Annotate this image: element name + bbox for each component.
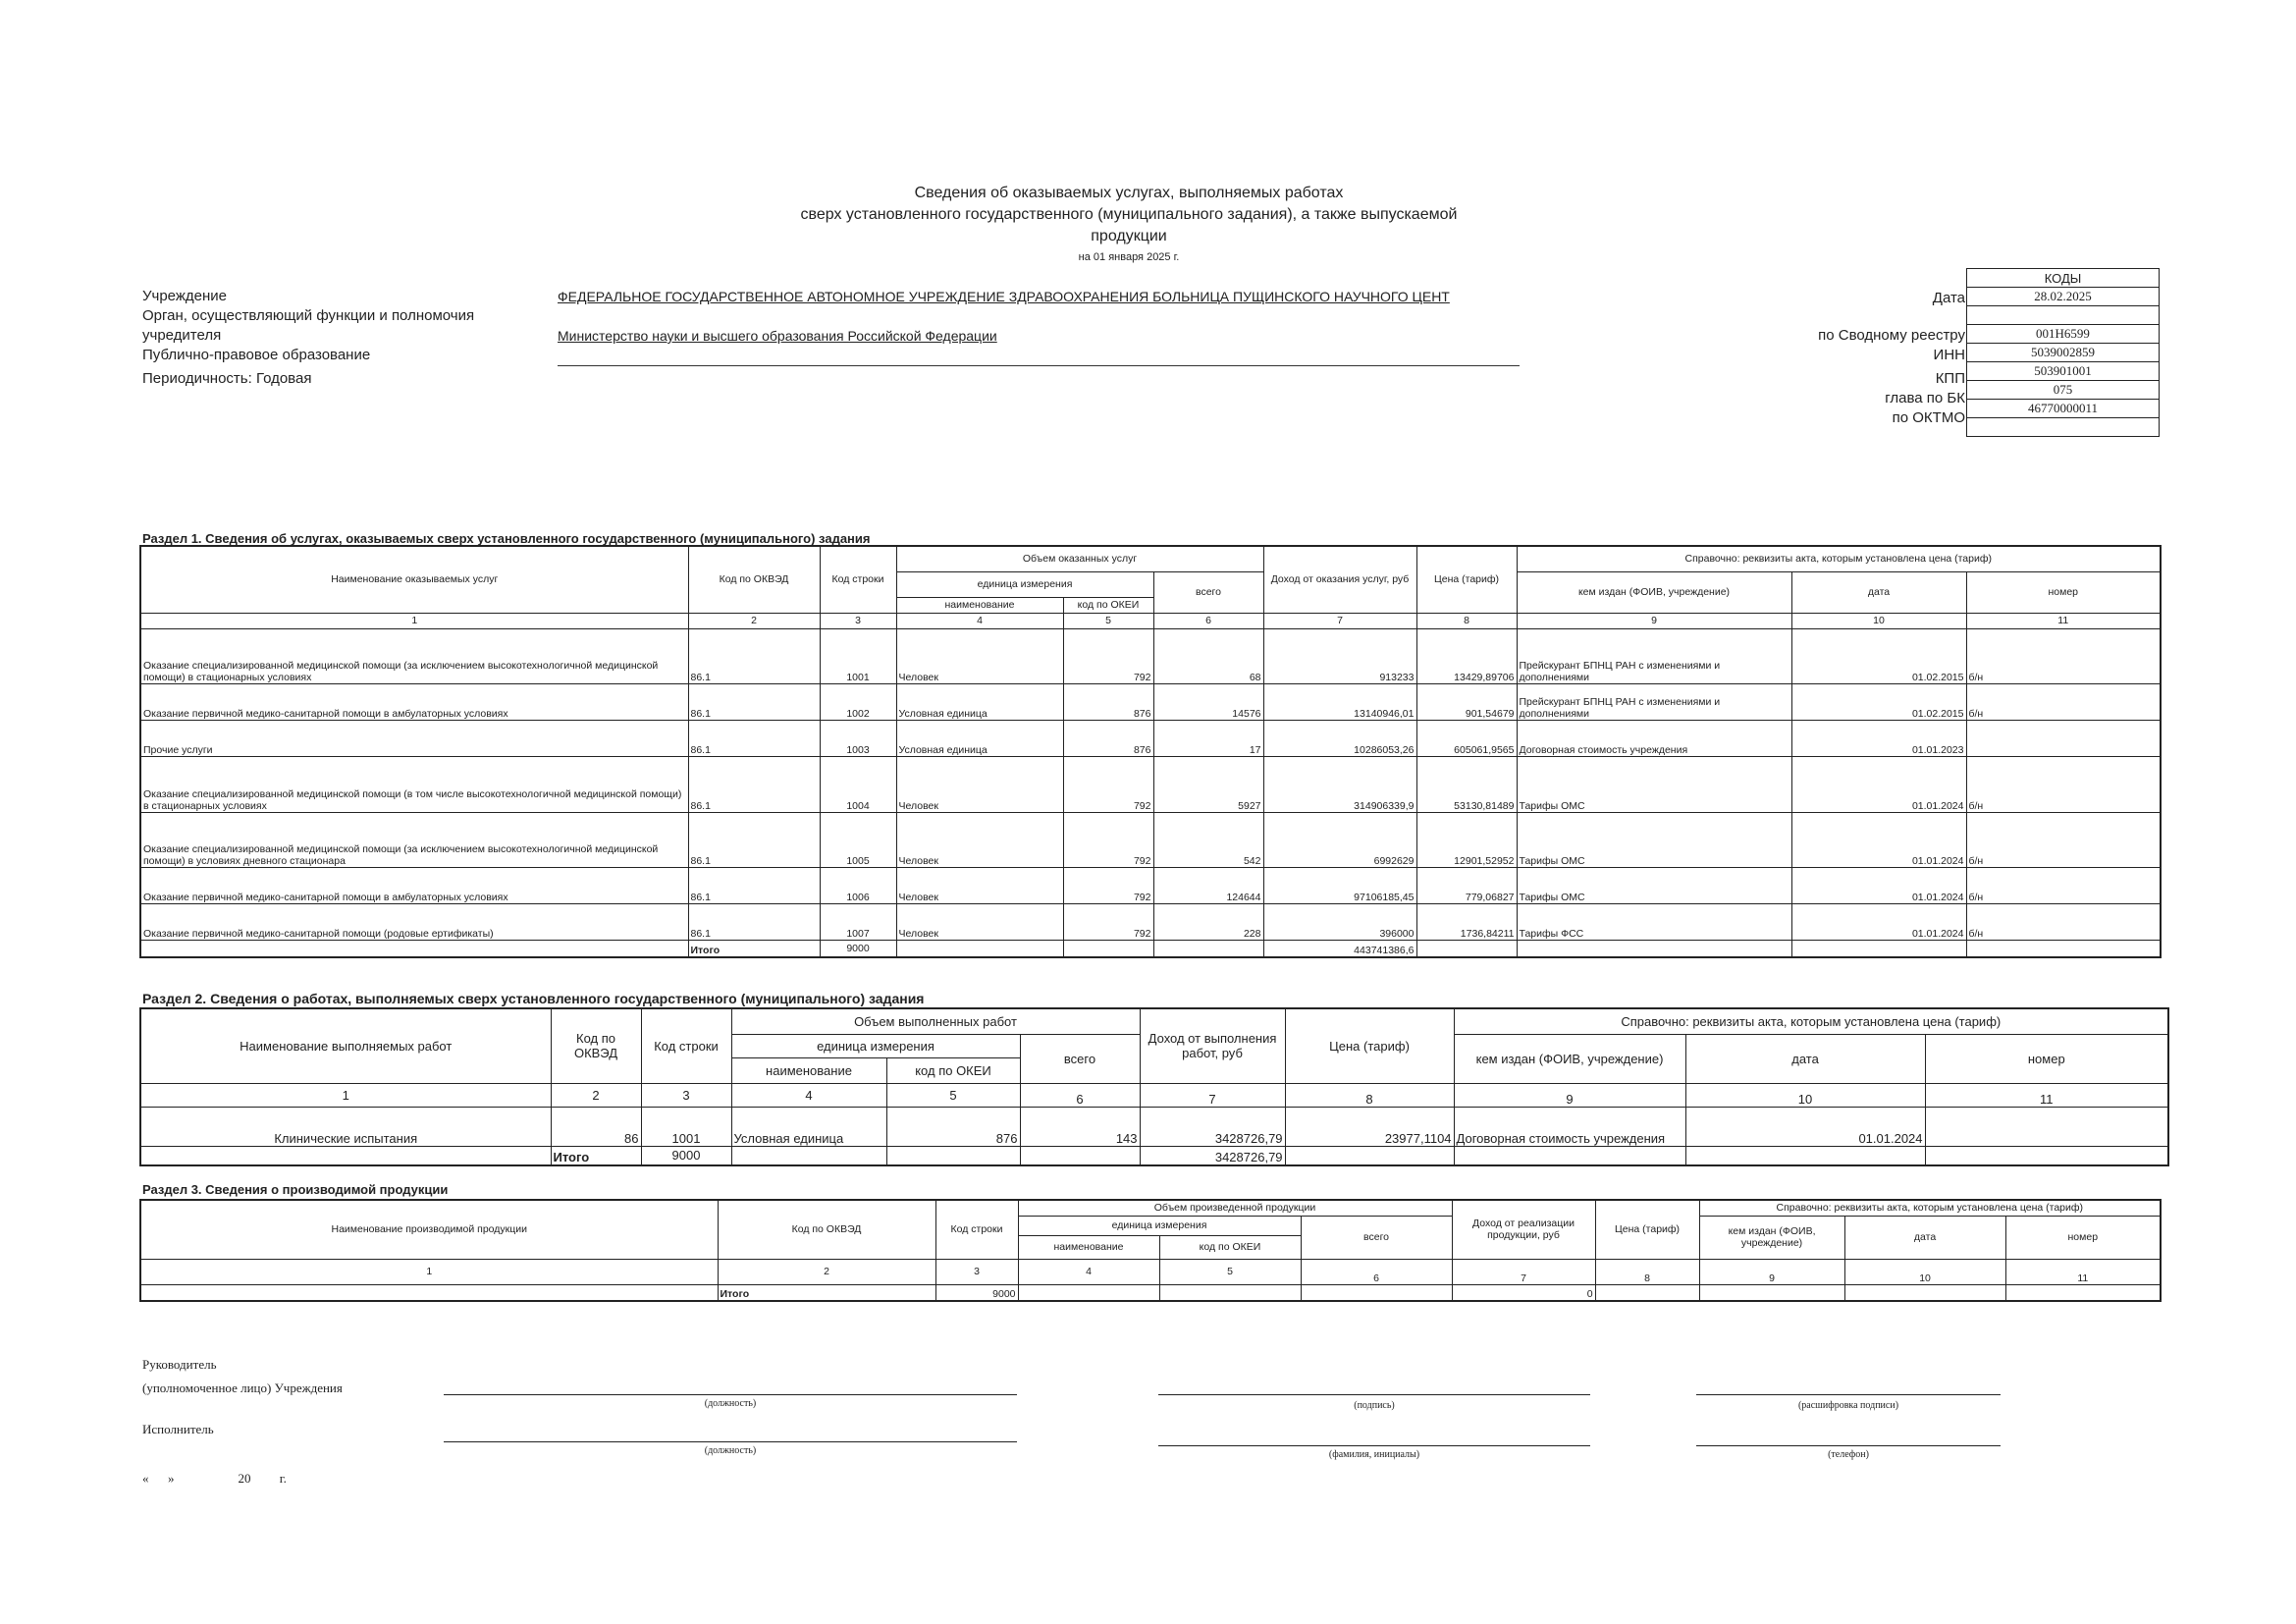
s2-h-number: номер	[1925, 1034, 2168, 1083]
s3-colnum: 5	[1159, 1259, 1301, 1284]
s3-total-empty	[1699, 1284, 1844, 1301]
s1-cell-income: 10286053,26	[1263, 720, 1416, 756]
s1-colnum: 2	[688, 613, 820, 628]
s1-cell-date: 01.01.2024	[1791, 903, 1966, 940]
doc-title-line3: продукции	[1091, 228, 1167, 244]
s1-cell-number: б/н	[1966, 903, 2161, 940]
s1-cell-date: 01.01.2024	[1791, 812, 1966, 867]
s2-total-income: 3428726,79	[1140, 1146, 1285, 1165]
s3-total-empty	[1018, 1284, 1159, 1301]
s1-cell-name: Оказание первичной медико-санитарной помощи в амбулаторных условиях	[140, 867, 688, 903]
sig-exec-position-caption: (должность)	[704, 1445, 757, 1456]
s1-h-income: Доход от оказания услуг, руб	[1263, 546, 1416, 613]
sig-exec-name-caption: (фамилия, инициалы)	[1328, 1449, 1420, 1460]
s3-h-ref: Справочно: реквизиты акта, которым установлена цена (тариф)	[1699, 1200, 2161, 1216]
s1-cell-name: Оказание специализированной медицинской помощи (за исключением высокотехнологичной медицинской помощи) в условиях дневного стационара	[140, 812, 688, 867]
sig-head-label2: (уполномоченное лицо) Учреждения	[142, 1380, 343, 1395]
code-inn: 5039002859	[1967, 344, 2160, 362]
s3-h-okved: Код по ОКВЭД	[718, 1200, 935, 1259]
code-label-kpp: КПП	[1935, 370, 1965, 387]
s1-cell-okei: 792	[1063, 756, 1153, 812]
s1-cell-issuer: Прейскурант БПНЦ РАН с изменениями и дополнениями	[1517, 628, 1791, 683]
s1-cell-income: 913233	[1263, 628, 1416, 683]
s1-cell-code: 1006	[820, 867, 896, 903]
s2-h-total: всего	[1020, 1034, 1140, 1083]
s1-h-okved: Код по ОКВЭД	[688, 546, 820, 613]
s1-cell-issuer: Тарифы ОМС	[1517, 812, 1791, 867]
s1-h-unit-name: наименование	[896, 597, 1063, 613]
s1-cell-issuer: Договорная стоимость учреждения	[1517, 720, 1791, 756]
s2-h-unit-name: наименование	[731, 1057, 886, 1083]
s3-colnum: 3	[935, 1259, 1018, 1284]
s2-cell-okei: 876	[886, 1107, 1020, 1146]
s1-total-empty	[1416, 940, 1517, 957]
sig-date-line: « » 20 г.	[142, 1471, 287, 1486]
s1-colnum: 7	[1263, 613, 1416, 628]
s1-cell-okei: 792	[1063, 812, 1153, 867]
s2-total-empty	[1685, 1146, 1925, 1165]
s2-h-okved: Код по ОКВЭД	[551, 1008, 641, 1083]
s3-colnum: 2	[718, 1259, 935, 1284]
code-bk: 075	[1967, 381, 2160, 400]
s1-cell-income: 13140946,01	[1263, 683, 1416, 720]
s2-h-ref: Справочно: реквизиты акта, которым установлена цена (тариф)	[1454, 1008, 2168, 1034]
table-row	[140, 903, 2161, 940]
s2-cell-unit: Условная единица	[731, 1107, 886, 1146]
s2-h-income: Доход от выполнения работ, руб	[1140, 1008, 1285, 1083]
s1-h-unit: единица измерения	[896, 571, 1153, 597]
s3-colnum: 9	[1699, 1259, 1844, 1284]
s2-total-code: 9000	[641, 1146, 731, 1165]
s1-cell-code: 1002	[820, 683, 896, 720]
s3-h-total: всего	[1301, 1216, 1452, 1259]
sig-exec-phone-caption: (телефон)	[1828, 1449, 1869, 1460]
codes-header: КОДЫ	[1967, 269, 2160, 288]
s1-h-price: Цена (тариф)	[1416, 546, 1517, 613]
code-label-inn: ИНН	[1933, 347, 1965, 363]
s2-total-empty	[1285, 1146, 1454, 1165]
s1-cell-unit: Человек	[896, 867, 1063, 903]
s2-total-empty	[886, 1146, 1020, 1165]
s1-total-income: 443741386,6	[1263, 940, 1416, 957]
s1-colnum: 1	[140, 613, 688, 628]
table-row	[140, 867, 2161, 903]
total-row	[140, 1284, 2161, 1301]
s3-colnum: 6	[1301, 1259, 1452, 1284]
sig-executor-label: Исполнитель	[142, 1422, 214, 1436]
s2-h-date: дата	[1685, 1034, 1925, 1083]
total-row	[140, 1146, 2168, 1165]
s2-colnum: 6	[1020, 1083, 1140, 1107]
s1-cell-unit: Условная единица	[896, 720, 1063, 756]
s1-cell-price: 53130,81489	[1416, 756, 1517, 812]
s2-colnum: 5	[886, 1083, 1020, 1107]
s1-cell-unit: Человек	[896, 812, 1063, 867]
org-authority: Министерство науки и высшего образования Российской Федерации	[558, 328, 997, 344]
s1-cell-number: б/н	[1966, 867, 2161, 903]
code-empty	[1967, 306, 2160, 325]
s1-colnum: 3	[820, 613, 896, 628]
total-row	[140, 940, 2161, 957]
s1-cell-number: б/н	[1966, 628, 2161, 683]
s1-cell-total: 68	[1153, 628, 1263, 683]
label-institution: Учреждение	[142, 288, 227, 304]
s1-h-name: Наименование оказываемых услуг	[140, 546, 688, 613]
section1-table	[139, 545, 2162, 958]
s1-cell-okved: 86.1	[688, 903, 820, 940]
s1-cell-okei: 876	[1063, 720, 1153, 756]
s2-colnum: 3	[641, 1083, 731, 1107]
s1-cell-name: Оказание первичной медико-санитарной помощи (родовые ертификаты)	[140, 903, 688, 940]
s1-cell-name: Прочие услуги	[140, 720, 688, 756]
doc-title-line2: сверх установленного государственного (муниципального задания), а также выпускаемой	[800, 206, 1458, 223]
s1-h-date: дата	[1791, 571, 1966, 613]
s2-h-issuer: кем издан (ФОИВ, учреждение)	[1454, 1034, 1685, 1083]
s1-h-ref: Справочно: реквизиты акта, которым установлена цена (тариф)	[1517, 546, 2161, 571]
s2-total-empty	[1925, 1146, 2168, 1165]
s2-total-blank	[140, 1146, 551, 1165]
code-oktmo: 46770000011	[1967, 400, 2160, 418]
s2-h-volume: Объем выполненных работ	[731, 1008, 1140, 1034]
s1-colnum: 9	[1517, 613, 1791, 628]
s1-cell-date: 01.01.2024	[1791, 756, 1966, 812]
s2-h-code: Код строки	[641, 1008, 731, 1083]
table-row	[140, 812, 2161, 867]
code-label-date: Дата	[1932, 290, 1965, 306]
s1-cell-total: 14576	[1153, 683, 1263, 720]
s1-cell-total: 228	[1153, 903, 1263, 940]
s1-cell-date: 01.02.2015	[1791, 683, 1966, 720]
sig-head-label1: Руководитель	[142, 1357, 217, 1372]
s3-total-code: 9000	[935, 1284, 1018, 1301]
s3-total-empty	[1595, 1284, 1699, 1301]
doc-title-line1: Сведения об оказываемых услугах, выполняемых работах	[914, 185, 1344, 201]
s1-cell-code: 1001	[820, 628, 896, 683]
s1-cell-total: 124644	[1153, 867, 1263, 903]
s2-h-unit: единица измерения	[731, 1034, 1020, 1057]
s3-total-income: 0	[1452, 1284, 1595, 1301]
s1-cell-income: 6992629	[1263, 812, 1416, 867]
sig-head-signature-caption: (подпись)	[1354, 1400, 1395, 1411]
s2-colnum: 9	[1454, 1083, 1685, 1107]
s1-cell-code: 1005	[820, 812, 896, 867]
label-periodicity: Периодичность: Годовая	[142, 370, 312, 387]
s1-rows	[140, 628, 2161, 957]
s2-cell-code: 1001	[641, 1107, 731, 1146]
s1-h-issuer: кем издан (ФОИВ, учреждение)	[1517, 571, 1791, 613]
s1-cell-date: 01.01.2023	[1791, 720, 1966, 756]
s3-h-unit-name: наименование	[1018, 1235, 1159, 1259]
s3-total-empty	[1159, 1284, 1301, 1301]
sig-exec-phone-line	[1696, 1445, 2001, 1446]
s1-h-total: всего	[1153, 571, 1263, 613]
s1-cell-okei: 792	[1063, 628, 1153, 683]
s1-cell-okved: 86.1	[688, 756, 820, 812]
s2-total-empty	[1020, 1146, 1140, 1165]
s1-cell-number: б/н	[1966, 756, 2161, 812]
s3-h-volume: Объем произведенной продукции	[1018, 1200, 1452, 1216]
s1-h-code: Код строки	[820, 546, 896, 613]
s2-cell-total: 143	[1020, 1107, 1140, 1146]
code-kpp: 503901001	[1967, 362, 2160, 381]
label-authority-line2: учредителя	[142, 327, 222, 344]
s2-cell-name: Клинические испытания	[140, 1107, 551, 1146]
s2-total-empty	[731, 1146, 886, 1165]
sig-head-signature-line	[1158, 1394, 1590, 1395]
s1-cell-okved: 86.1	[688, 867, 820, 903]
s1-cell-date: 01.01.2024	[1791, 867, 1966, 903]
s1-cell-code: 1004	[820, 756, 896, 812]
s1-total-empty	[1153, 940, 1263, 957]
s1-cell-name: Оказание специализированной медицинской помощи (в том числе высокотехнологичной медицинской помощи) в стационарных условиях	[140, 756, 688, 812]
s2-colnum: 4	[731, 1083, 886, 1107]
s1-cell-income: 97106185,45	[1263, 867, 1416, 903]
s2-colnum: 11	[1925, 1083, 2168, 1107]
s1-cell-number: б/н	[1966, 812, 2161, 867]
s1-cell-issuer: Тарифы ОМС	[1517, 867, 1791, 903]
s1-cell-income: 396000	[1263, 903, 1416, 940]
s1-cell-price: 605061,9565	[1416, 720, 1517, 756]
s3-h-price: Цена (тариф)	[1595, 1200, 1699, 1259]
section3-table	[139, 1199, 2162, 1302]
s2-h-okei: код по ОКЕИ	[886, 1057, 1020, 1083]
code-last	[1967, 418, 2160, 437]
sig-head-position-line	[444, 1394, 1017, 1395]
s3-total-blank	[140, 1284, 718, 1301]
table-row	[140, 683, 2161, 720]
s1-cell-price: 779,06827	[1416, 867, 1517, 903]
s3-h-okei: код по ОКЕИ	[1159, 1235, 1301, 1259]
s1-cell-unit: Условная единица	[896, 683, 1063, 720]
s3-total-empty	[2005, 1284, 2161, 1301]
s1-cell-total: 17	[1153, 720, 1263, 756]
s1-h-volume: Объем оказанных услуг	[896, 546, 1263, 571]
s1-cell-okved: 86.1	[688, 720, 820, 756]
s1-cell-total: 5927	[1153, 756, 1263, 812]
s1-cell-price: 901,54679	[1416, 683, 1517, 720]
s3-h-unit: единица измерения	[1018, 1216, 1301, 1235]
s1-h-number: номер	[1966, 571, 2161, 613]
code-label-oktmo: по ОКТМО	[1892, 409, 1965, 426]
s1-cell-price: 13429,89706	[1416, 628, 1517, 683]
s1-cell-name: Оказание специализированной медицинской помощи (за исключением высокотехнологичной медицинской помощи) в стационарных условиях	[140, 628, 688, 683]
section2-table	[139, 1007, 2169, 1166]
s1-cell-okei: 792	[1063, 903, 1153, 940]
s2-cell-issuer: Договорная стоимость учреждения	[1454, 1107, 1685, 1146]
code-label-registry: по Сводному реестру	[1818, 327, 1965, 344]
s3-colnum: 10	[1844, 1259, 2005, 1284]
s3-colnum: 7	[1452, 1259, 1595, 1284]
s2-colnum: 8	[1285, 1083, 1454, 1107]
table-row	[140, 756, 2161, 812]
s3-total-label: Итого	[718, 1284, 935, 1301]
s2-total-label: Итого	[551, 1146, 641, 1165]
label-authority-line1: Орган, осуществляющий функции и полномочия	[142, 307, 475, 324]
s1-cell-unit: Человек	[896, 756, 1063, 812]
s1-total-empty	[1063, 940, 1153, 957]
s1-total-empty	[1791, 940, 1966, 957]
s1-cell-okved: 86.1	[688, 683, 820, 720]
s2-colnum: 1	[140, 1083, 551, 1107]
section2-title: Раздел 2. Сведения о работах, выполняемых сверх установленного государственного (муниципального) задания	[142, 991, 925, 1006]
s2-colnum: 2	[551, 1083, 641, 1107]
s2-cell-income: 3428726,79	[1140, 1107, 1285, 1146]
s1-cell-unit: Человек	[896, 903, 1063, 940]
s1-colnum: 5	[1063, 613, 1153, 628]
s3-h-number: номер	[2005, 1216, 2161, 1259]
code-date: 28.02.2025	[1967, 288, 2160, 306]
s1-total-empty	[1517, 940, 1791, 957]
s2-cell-price: 23977,1104	[1285, 1107, 1454, 1146]
s3-total-empty	[1844, 1284, 2005, 1301]
s1-cell-unit: Человек	[896, 628, 1063, 683]
s3-h-name: Наименование производимой продукции	[140, 1200, 718, 1259]
s2-cell-date: 01.01.2024	[1685, 1107, 1925, 1146]
s3-h-date: дата	[1844, 1216, 2005, 1259]
s1-cell-code: 1007	[820, 903, 896, 940]
public-entity-line	[558, 365, 1520, 366]
s1-colnum: 11	[1966, 613, 2161, 628]
s3-h-income: Доход от реализации продукции, руб	[1452, 1200, 1595, 1259]
s1-cell-price: 12901,52952	[1416, 812, 1517, 867]
s1-cell-issuer: Прейскурант БПНЦ РАН с изменениями и дополнениями	[1517, 683, 1791, 720]
s1-cell-number	[1966, 720, 2161, 756]
s1-total-empty	[1966, 940, 2161, 957]
s1-cell-okved: 86.1	[688, 628, 820, 683]
report-date: на 01 января 2025 г.	[1078, 251, 1180, 263]
sig-head-decode-line	[1696, 1394, 2001, 1395]
s1-cell-issuer: Тарифы ФСС	[1517, 903, 1791, 940]
code-label-bk: глава по БК	[1885, 390, 1965, 406]
s1-cell-name: Оказание первичной медико-санитарной помощи в амбулаторных условиях	[140, 683, 688, 720]
s2-total-empty	[1454, 1146, 1685, 1165]
s2-cell-number	[1925, 1107, 2168, 1146]
org-name: ФЕДЕРАЛЬНОЕ ГОСУДАРСТВЕННОЕ АВТОНОМНОЕ УЧРЕЖДЕНИЕ ЗДРАВООХРАНЕНИЯ БОЛЬНИЦА ПУЩИНСКОГО НАУЧНОГО ЦЕНТ	[558, 289, 1450, 304]
sig-exec-position-line	[444, 1441, 1017, 1442]
section1-title: Раздел 1. Сведения об услугах, оказываемых сверх установленного государственного (муниципального) задания	[142, 531, 871, 546]
s2-colnum: 7	[1140, 1083, 1285, 1107]
s3-colnum: 4	[1018, 1259, 1159, 1284]
s1-cell-okei: 876	[1063, 683, 1153, 720]
s2-cell-okved: 86	[551, 1107, 641, 1146]
s1-cell-price: 1736,84211	[1416, 903, 1517, 940]
s3-colnum: 11	[2005, 1259, 2161, 1284]
s3-total-empty	[1301, 1284, 1452, 1301]
label-public-entity: Публично-правовое образование	[142, 347, 371, 363]
s3-h-code: Код строки	[935, 1200, 1018, 1259]
s2-colnum: 10	[1685, 1083, 1925, 1107]
sig-exec-name-line	[1158, 1445, 1590, 1446]
s1-colnum: 4	[896, 613, 1063, 628]
s1-colnum: 8	[1416, 613, 1517, 628]
code-registry: 001Н6599	[1967, 325, 2160, 344]
s1-cell-total: 542	[1153, 812, 1263, 867]
s1-cell-number: б/н	[1966, 683, 2161, 720]
sig-head-decode-caption: (расшифровка подписи)	[1797, 1400, 1899, 1411]
s3-colnum: 1	[140, 1259, 718, 1284]
s3-colnum: 8	[1595, 1259, 1699, 1284]
s1-cell-issuer: Тарифы ОМС	[1517, 756, 1791, 812]
s1-cell-okved: 86.1	[688, 812, 820, 867]
s1-total-blank	[140, 940, 688, 957]
s1-total-code: 9000	[820, 940, 896, 957]
s1-cell-date: 01.02.2015	[1791, 628, 1966, 683]
s1-total-label: Итого	[688, 940, 820, 957]
s1-h-okei: код по ОКЕИ	[1063, 597, 1153, 613]
s1-cell-okei: 792	[1063, 867, 1153, 903]
table-row	[140, 628, 2161, 683]
sig-head-position-caption: (должность)	[704, 1398, 757, 1409]
s1-cell-code: 1003	[820, 720, 896, 756]
s1-colnum: 10	[1791, 613, 1966, 628]
s3-h-issuer: кем издан (ФОИВ, учреждение)	[1699, 1216, 1844, 1259]
codes-box	[1966, 268, 2160, 437]
s2-h-name: Наименование выполняемых работ	[140, 1008, 551, 1083]
s1-cell-income: 314906339,9	[1263, 756, 1416, 812]
s2-h-price: Цена (тариф)	[1285, 1008, 1454, 1083]
section3-title: Раздел 3. Сведения о производимой продукции	[142, 1182, 449, 1197]
table-row	[140, 1107, 2168, 1146]
s1-total-empty	[896, 940, 1063, 957]
table-row	[140, 720, 2161, 756]
s1-colnum: 6	[1153, 613, 1263, 628]
